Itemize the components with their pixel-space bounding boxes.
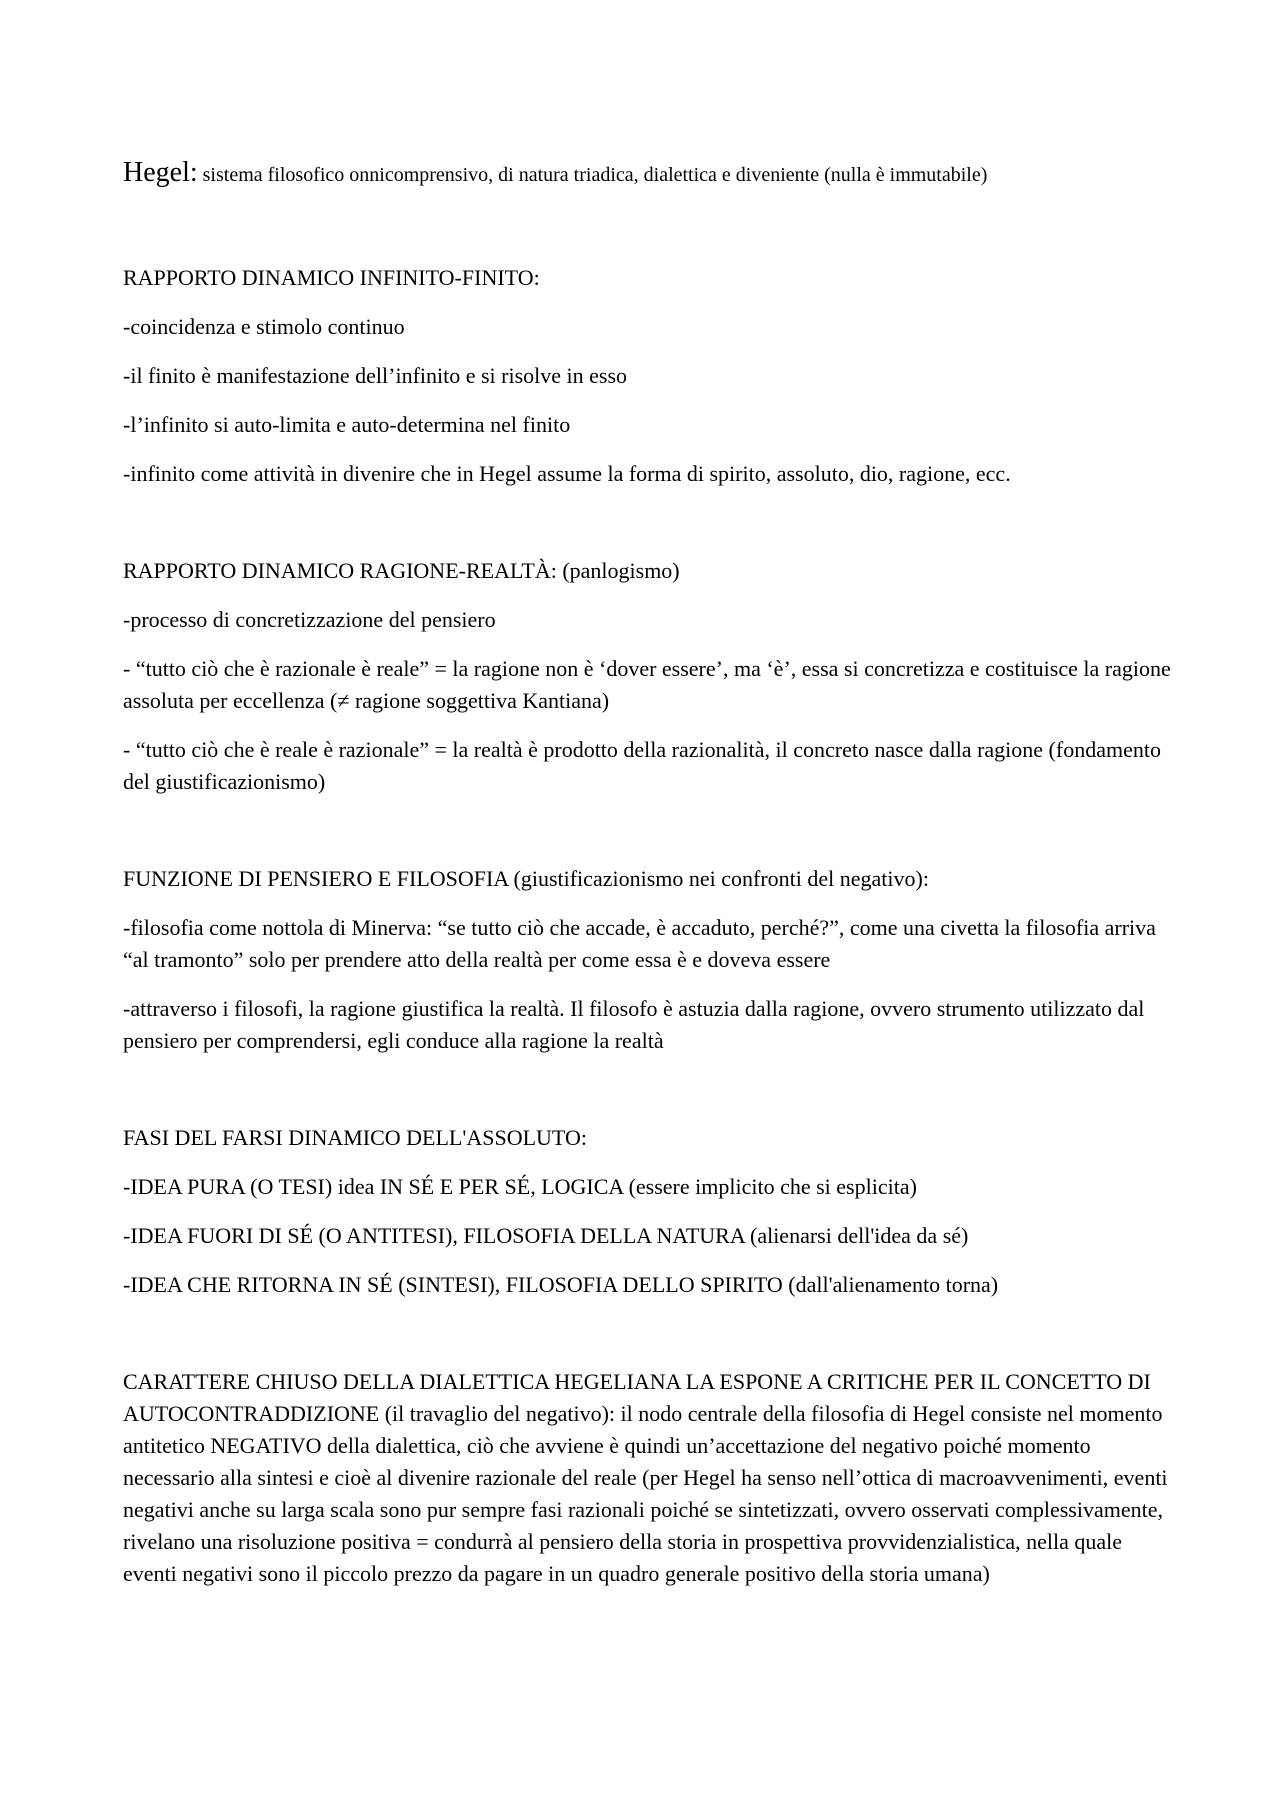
- list-item: -l’infinito si auto-limita e auto-determina nel finito: [123, 412, 571, 437]
- list-item: -IDEA CHE RITORNA IN SÉ (SINTESI), FILOSOFIA DELLO SPIRITO (dall'alienamento torna): [123, 1272, 999, 1297]
- document-title: [123, 153, 1173, 195]
- list-item: -coincidenza e stimolo continuo: [123, 314, 405, 339]
- section-infinito-finito: [123, 262, 1173, 490]
- section-dialettica-critiche: [123, 1366, 1173, 1590]
- document-body: [123, 153, 1173, 1590]
- list-item: -IDEA FUORI DI SÉ (O ANTITESI), FILOSOFIA DELLA NATURA (alienarsi dell'idea da sé): [123, 1223, 969, 1248]
- section-heading: RAPPORTO DINAMICO RAGIONE-REALTÀ: (panlogismo): [123, 558, 680, 583]
- title-keyword: Hegel:: [123, 157, 198, 188]
- section-ragione-realta: [123, 555, 1173, 798]
- section-heading: FASI DEL FARSI DINAMICO DELL'ASSOLUTO:: [123, 1125, 587, 1150]
- section-pensiero-filosofia: [123, 863, 1173, 1057]
- list-item: - “tutto ciò che è razionale è reale” = la ragione non è ‘dover essere’, ma ‘è’, essa si concretizza e costituisce la ragione assoluta per eccellenza (≠ ragione soggettiva Kantiana): [123, 656, 1171, 713]
- list-item: -il finito è manifestazione dell’infinito e si risolve in esso: [123, 363, 628, 388]
- list-item: - “tutto ciò che è reale è razionale” = la realtà è prodotto della razionalità, il concreto nasce dalla ragione (fondamento del giustificazionismo): [123, 737, 1161, 794]
- list-item: -filosofia come nottola di Minerva: “se tutto ciò che accade, è accaduto, perché?”, come una civetta la filosofia arriva “al tramonto” solo per prendere atto della realtà per come essa è e doveva essere: [123, 915, 1156, 972]
- section-heading: RAPPORTO DINAMICO INFINITO-FINITO:: [123, 265, 540, 290]
- section-fasi-assoluto: [123, 1122, 1173, 1301]
- closing-paragraph: CARATTERE CHIUSO DELLA DIALETTICA HEGELIANA LA ESPONE A CRITICHE PER IL CONCETTO DI AUTOCONTRADDIZIONE (il travaglio del negativo): il nodo centrale della filosofia di Hegel consiste nel momento antitetico NEGATIVO della dialettica, ciò che avviene è quindi un’accettazione del negativo poiché momento necessario alla sintesi e cioè al divenire razionale del reale (per Hegel ha senso nell’ottica di macroavvenimenti, eventi negativi anche su larga scala sono pur sempre fasi razionali poiché se sintetizzati, ovvero osservati complessivamente, rivelano una risoluzione positiva = condurrà al pensiero della storia in prospettiva provvidenzialistica, nella quale eventi negativi sono il piccolo prezzo da pagare in un quadro generale positivo della storia umana): [123, 1369, 1168, 1586]
- title-description: sistema filosofico onnicomprensivo, di natura triadica, dialettica e diveniente (nulla è immutabile): [197, 164, 988, 186]
- list-item: -infinito come attività in divenire che in Hegel assume la forma di spirito, assoluto, dio, ragione, ecc.: [123, 461, 1011, 486]
- list-item: -processo di concretizzazione del pensiero: [123, 607, 496, 632]
- list-item: -attraverso i filosofi, la ragione giustifica la realtà. Il filosofo è astuzia dalla ragione, ovvero strumento utilizzato dal pensiero per comprendersi, egli conduce alla ragione la realtà: [123, 996, 1145, 1053]
- section-heading: FUNZIONE DI PENSIERO E FILOSOFIA (giustificazionismo nei confronti del negativo):: [123, 866, 929, 891]
- list-item: -IDEA PURA (O TESI) idea IN SÉ E PER SÉ, LOGICA (essere implicito che si esplicita): [123, 1174, 917, 1199]
